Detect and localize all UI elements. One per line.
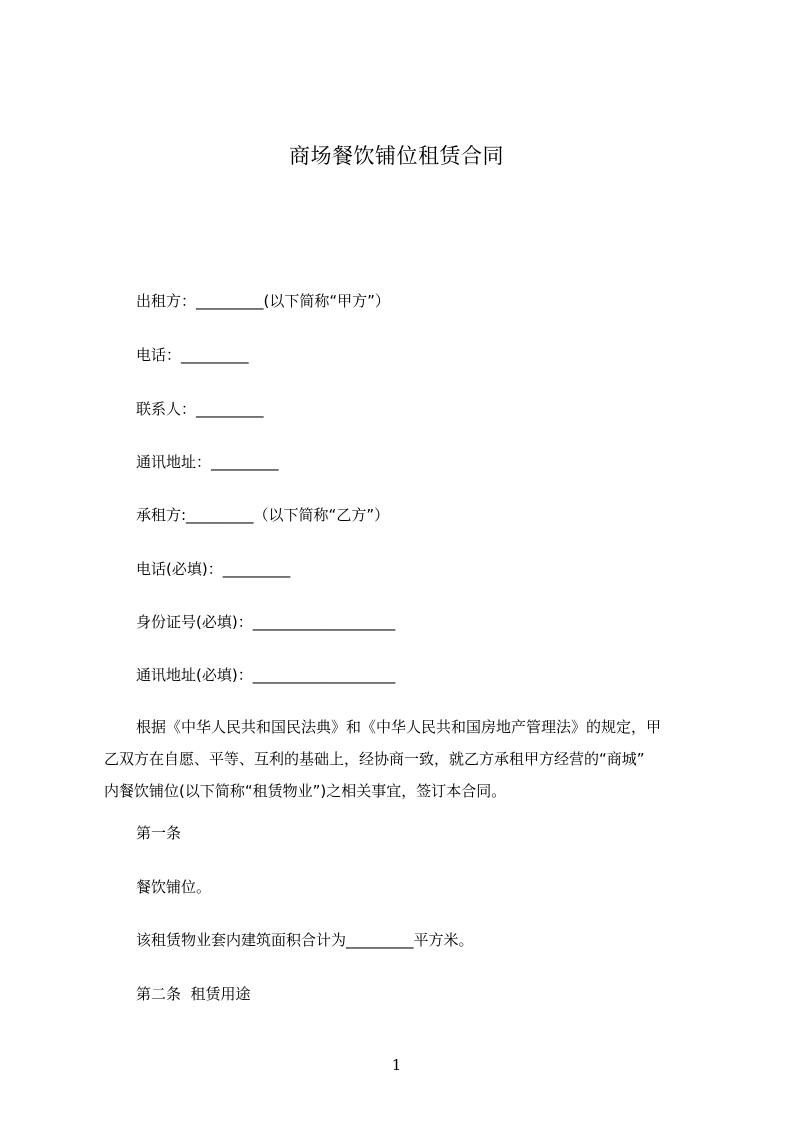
article-1-item: 餐饮铺位。 [136, 878, 212, 896]
article-1-heading: 第一条 [136, 824, 182, 842]
lessee-address-field: 通讯地址(必填)：___________________ [136, 666, 396, 684]
intro-line-1: 根据《中华人民共和国民法典》和《中华人民共和国房地产管理法》的规定，甲 [136, 718, 662, 736]
article-2-heading: 第二条 租赁用途 [136, 985, 251, 1003]
intro-line-3: 内餐饮铺位(以下简称“租赁物业”)之相关事宜，签订本合同。 [104, 782, 507, 800]
lessee-id-field: 身份证号(必填)：___________________ [136, 613, 396, 631]
document-title: 商场餐饮铺位租赁合同 [289, 144, 504, 168]
page-number: 1 [391, 1056, 402, 1074]
lessor-contact-field: 联系人：_________ [136, 400, 264, 418]
intro-line-2: 乙双方在自愿、平等、互利的基础上，经协商一致，就乙方承租甲方经营的“商城” [104, 750, 645, 768]
lessor-phone-field: 电话：_________ [136, 346, 249, 364]
lessee-phone-field: 电话(必填)：_________ [136, 560, 291, 578]
lessee-field: 承租方:_________（以下简称“乙方”） [136, 506, 390, 524]
lessor-address-field: 通讯地址：_________ [136, 453, 279, 471]
lessor-field: 出租方：_________(以下简称“甲方”） [136, 292, 390, 310]
article-1-area: 该租赁物业套内建筑面积合计为_________平方米。 [136, 931, 474, 949]
intro-paragraph [104, 711, 704, 807]
